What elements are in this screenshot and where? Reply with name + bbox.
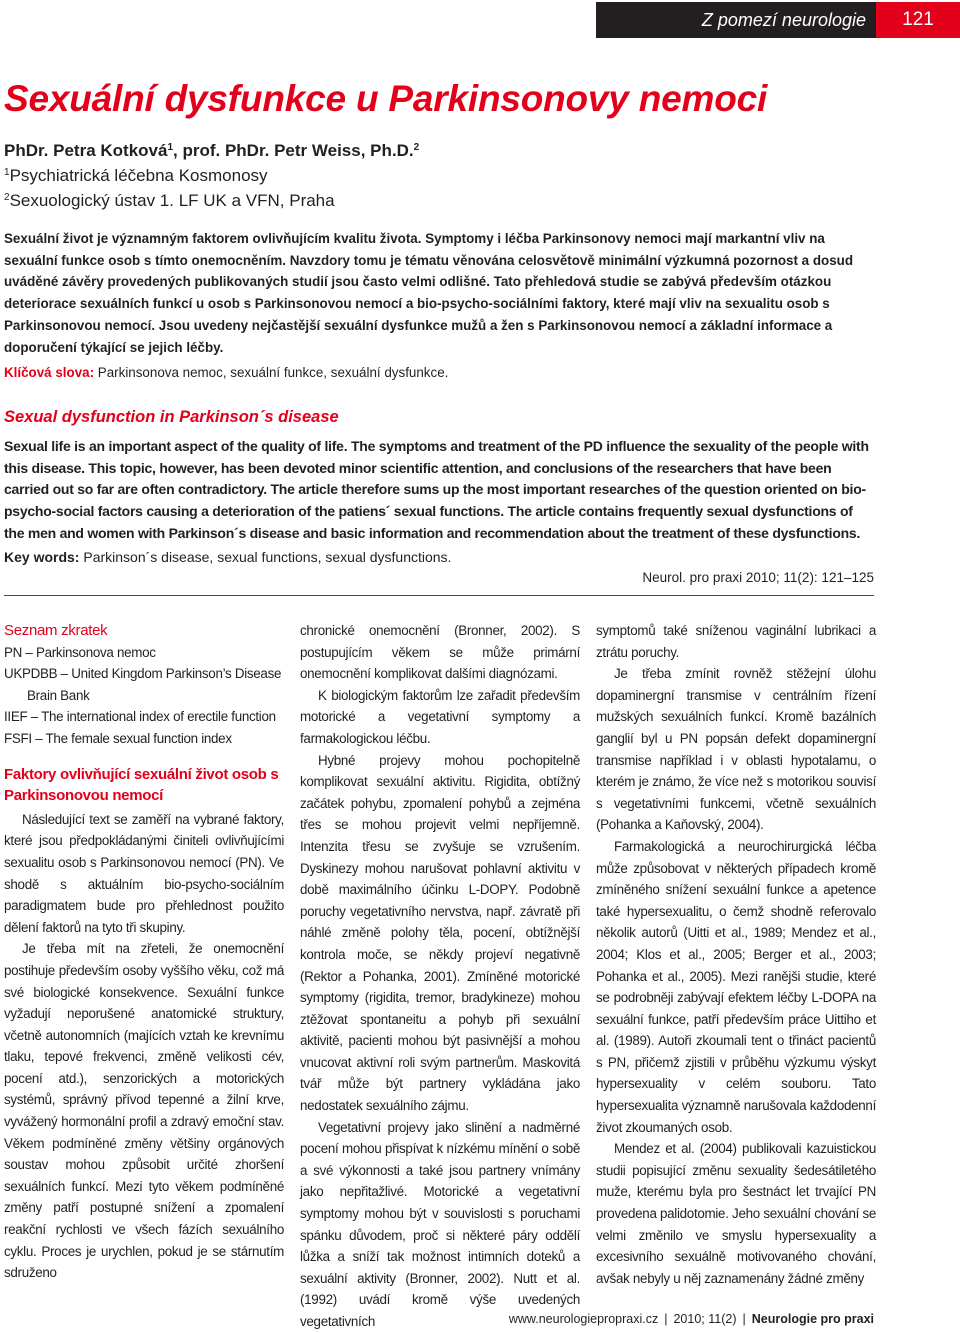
column-1 xyxy=(4,620,284,1284)
author-2-sup: 2 xyxy=(413,142,420,153)
body-paragraph: Farmakologická a neurochirurgická léčba může způsobovat v některých případech kromě zmíněného snížení sexuální funkce a apetence také hypersexualitu, o čemž shodně referovalo několik autorů (Uitti et al., 1989; Mendez et al., 2004; Klos et al., 2005; Berger et al., 2003; Pohanka et al., 2005). Mezi ranějši studie, které se podrobněji zabývají efektem léčby L-DOPA na sexuální funkce, patří především práce Uittiho et al. (1989). Autoři zkoumali tent o třináct pacientů s PN, přičemž zjistili v průběhu výzkumu výskyt hypersexuality v celém souboru. Tato hypersexualita významně narušovala každodenní život zkoumaných osob. xyxy=(596,838,876,1135)
author-1-sup: 1 xyxy=(167,142,174,153)
abbreviation-item: FSFI – The female sexual function index xyxy=(4,730,232,746)
section-label: Z pomezí neurologie xyxy=(596,2,876,38)
abbreviation-item: IIEF – The international index of erectile function xyxy=(4,709,276,725)
section-heading: Faktory ovlivňující sexuální život osob s Parkinsonovou nemocí xyxy=(4,765,279,805)
column-2 xyxy=(300,620,580,1333)
english-title: Sexual dysfunction in Parkinson´s disease xyxy=(4,408,339,426)
body-paragraph: chronické onemocnění (Bronner, 2002). S postupujícím věkem se může primární onemocnění komplikovat dalšími diagnózami. xyxy=(300,623,580,682)
abbreviation-item: PN – Parkinsonova nemoc xyxy=(4,644,156,660)
keywords-czech-text: Parkinsonova nemoc, sexuální funkce, sexuální dysfunkce. xyxy=(94,365,449,380)
affiliation-1-sup: 1 xyxy=(4,167,10,178)
keywords-english-label: Key words: xyxy=(4,549,80,565)
abstract-english: Sexual life is an important aspect of the quality of life. The symptoms and treatment of the PD influence the sexuality of the people with this disease. This topic, however, has been devoted minor scientific attention, and conclusions of the researchers that have been carried out so far are often contradictory. The article therefore sums up the most important researches of the question oriented on bio-psycho-social factors causing a deterioration of the patiens´ sexual functions. The article contains frequently sexual dysfunctions of the men and women with Parkinson´s disease and basic information and recommendation about the treatment of these dysfunctions. xyxy=(4,438,869,541)
affiliation-1-text: Psychiatrická léčebna Kosmonosy xyxy=(9,166,268,185)
body-paragraph: Je třeba mít na zřeteli, že onemocnění postihuje především osoby vyššího věku, což má své biologické konsekvence. Sexuální funkce vyžadují neporušené anatomické struktury, včetně autonomních (majících vztah ke krevnímu tlaku, tepové frekvenci, změně velikosti cév, pocení atd.), senzorických a motorických systémů, správný přívod tepenné a žilní krve, vyvážený hormonální profil a zdravý emoční stav. Věkem podmíněné změny většiny orgánových soustav mohou způsobit určité zhoršení sexuálních funkcí. Mezi tyto věkem podmíněné změny patří postupné snížení a zpomalení reakční rychlosti ve všech fázích sexuálního cyklu. Proces je urychlen, pokud je se stárnutím sdruženo xyxy=(4,941,284,1281)
footer-separator: | xyxy=(742,1312,746,1326)
article-title: Sexuální dysfunkce u Parkinsonovy nemoci xyxy=(4,78,768,119)
author-1: PhDr. Petra Kotková xyxy=(4,141,168,160)
page-footer xyxy=(509,1312,874,1326)
authors xyxy=(4,141,419,161)
keywords-czech-label: Klíčová slova: xyxy=(4,365,95,380)
divider xyxy=(4,595,874,596)
body-paragraph: Vegetativní projevy jako slinění a nadměrné pocení mohou přispívat k nízkému mínění o sobě a své výkonnosti a také jsou partnery vnímány jako nepřitažlivé. Motorické a vegetativní symptomy mohou být v souvislosti s poruchami spánku důvodem, proč si některé páry oddělí lůžka a sníží tak možnost intimních doteků a sexuální aktivity (Bronner, 2002). Nutt et al. (1992) uvádí kromě výše uvedených vegetativních xyxy=(300,1119,580,1329)
footer-url[interactable]: www.neurologiepropraxi.cz xyxy=(508,1312,659,1326)
body-paragraph: Je třeba zmínit rovněž stěžejní úlohu dopaminergní transmise v centrálním řízení mužských sexuálních funkcí. Kromě bazálních ganglií byl u PN popsán defekt dopaminergní transmise například i v oblasti hypotalamu, o kterém je známo, že více než s motorikou souvisí s vegetativními funkcemi, včetně sexuálních (Pohanka a Kaňovský, 2004). xyxy=(596,666,876,833)
footer-issue: 2010; 11(2) xyxy=(673,1312,737,1326)
abstract-czech: Sexuální život je významným faktorem ovlivňujícím kvalitu života. Symptomy i léčba Parkinsonovy nemoci mají markantní vliv na sexuální funkce osob s tímto onemocněním. Navzdory tomu je tématu věnována celosvětově minimální výzkumná pozornost a dosud uváděné závěry provedených publikovaných studií jsou často velmi odlišné. Tato přehledová studie se zabývá především otázkou deteriorace sexuálních funkcí u osob s Parkinsonovou nemocí a bio-psycho-sociálními faktory, které mají vliv na sexualitu osob s Parkinsonovou nemocí. Jsou uvedeny nejčastější sexuální dysfunkce mužů a žen s Parkinsonovou nemocí a základní informace a doporučení týkající se jejich léčby. xyxy=(4,231,854,355)
keywords-english xyxy=(4,549,451,565)
abbreviations-list xyxy=(4,642,284,750)
affiliation-2-text: Sexuologický ústav 1. LF UK a VFN, Praha xyxy=(9,191,335,210)
citation: Neurol. pro praxi 2010; 11(2): 121–125 xyxy=(642,570,874,585)
abbreviations-heading: Seznam zkratek xyxy=(4,622,108,639)
affiliation-2-sup: 2 xyxy=(4,192,10,203)
affiliation-2 xyxy=(4,191,335,211)
keywords-czech xyxy=(4,365,876,380)
abbreviation-item: UKPDBB – United Kingdom Parkinson’s Disease Brain Bank xyxy=(4,666,282,703)
affiliation-1 xyxy=(4,166,268,186)
column-3 xyxy=(596,620,876,1289)
page-number: 121 xyxy=(876,2,960,38)
body-paragraph: symptomů také sníženou vaginální lubrikaci a ztrátu poruchy. xyxy=(596,623,876,660)
running-header xyxy=(596,2,960,38)
body-paragraph: Následující text se zaměří na vybrané faktory, které jsou předpokládanými činiteli ovlivňujícími sexualitu osob s Parkinsonovou nemocí (PN). Ve shodě s aktuálním bio-psycho-sociálním paradigmatem bude pro přehlednost použito dělení faktorů na tyto tři skupiny. xyxy=(4,811,284,935)
body-paragraph: K biologickým faktorům lze zařadit především motorické a vegetativní symptomy a farmakologickou léčbu. xyxy=(300,687,580,746)
keywords-english-text: Parkinson´s disease, sexual functions, sexual dysfunctions. xyxy=(79,549,452,565)
body-paragraph: Mendez et al. (2004) publikovali kazuistickou studii popisující změnu sexuality šedesátiletého muže, kterému byla pro šestnáct let trvající PN provedena palidotomie. Jeho sexuální chování se velmi změnilo ve smyslu hypersexuality a excesivního sexuálně motivovaného chování, avšak nebyly u něj zaznamenány žádné změny xyxy=(596,1141,876,1286)
body-paragraph: Hybné projevy mohou pochopitelně komplikovat sexuální aktivitu. Rigidita, obtížný začátek pohybu, zpomalení pohybů a zejména třes se mohou projevit velmi nepříjemně. Intenzita třesu se zvyšuje se vzrušením. Dyskinezy mohou narušovat pohlavní aktivitu v době maximálního účinku L-DOPY. Podobně poruchy vegetativního nervstva, např. závratě při náhlé změně polohy těla, pocení, obtížnější kontrola moče, se někdy projeví negativně (Rektor a Pohanka, 2001). Zmíněné motorické symptomy (rigidita, tremor, bradykineze) mohou ztěžovat spontaneitu a pohyb při sexuální aktivitě, pacienti mohou být pasivnější a mohou vnucovat aktivní roli svým partnerům. Maskovitá tvář může být partnery vykládána jako nedostatek sexuálního zájmu. xyxy=(300,752,580,1114)
footer-journal: Neurologie pro praxi xyxy=(751,1312,874,1326)
author-2: , prof. PhDr. Petr Weiss, Ph.D. xyxy=(173,141,414,160)
footer-separator: | xyxy=(664,1312,668,1326)
